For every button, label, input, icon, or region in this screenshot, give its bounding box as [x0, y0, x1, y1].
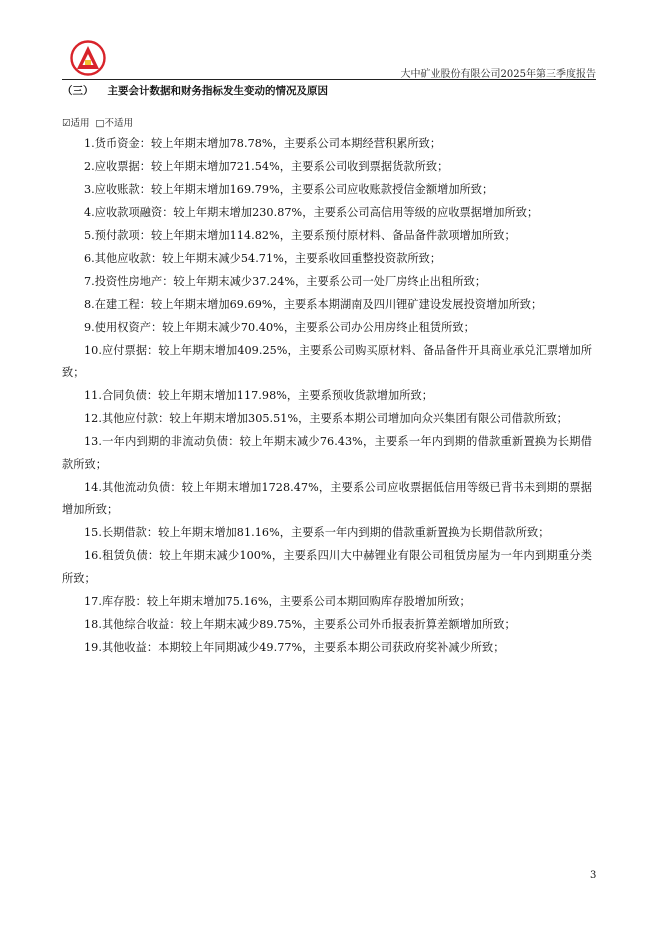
- explanation-item: 3.应收账款：较上年期末增加169.79%，主要系公司应收账款授信金额增加所致；: [84, 183, 494, 196]
- section-heading: [62, 83, 328, 98]
- explanation-item: 2.应收票据：较上年期末增加721.54%，主要系公司收到票据货款所致；: [84, 160, 449, 173]
- explanation-item: 18.其他综合收益：较上年期末减少89.75%，主要系公司外币报表折算差额增加所致；: [84, 617, 516, 631]
- change-explanations: [62, 133, 592, 660]
- explanation-item: 12.其他应付款：较上年期末增加305.51%，主要系本期公司增加向众兴集团有限公司借款所致；: [84, 412, 568, 426]
- not-applicable-option: □不适用: [95, 118, 134, 129]
- applicability-options: [62, 115, 133, 129]
- report-header-title: 大中矿业股份有限公司2025年第三季度报告: [400, 69, 596, 80]
- explanation-item: 1.货币资金：较上年期末增加78.78%，主要系公司本期经营积累所致；: [84, 137, 442, 150]
- applicable-checked-option: ☑适用: [62, 118, 90, 129]
- explanation-item: 16.租赁负债：较上年期末减少100%，主要系四川大中赫锂业有限公司租赁房屋为一年内到期重分类所致；: [62, 549, 592, 585]
- explanation-item: 10.应付票据：较上年期末增加409.25%，主要系公司购买原材料、备品备件开具商业承兑汇票增加所致；: [62, 344, 592, 380]
- section-title: 主要会计数据和财务指标发生变动的情况及原因: [107, 85, 328, 97]
- section-number: （三）: [62, 85, 94, 97]
- page-number: 3: [590, 870, 597, 881]
- explanation-item: 9.使用权资产：较上年期末减少70.40%，主要系公司办公用房终止租赁所致；: [84, 321, 475, 334]
- explanation-item: 19.其他收益：本期较上年同期减少49.77%，主要系本期公司获政府奖补减少所致；: [84, 640, 505, 654]
- explanation-item: 14.其他流动负债：较上年期末增加1728.47%，主要系公司应收票据低信用等级已背书未到期的票据增加所致；: [62, 480, 592, 517]
- header-divider: [62, 79, 596, 80]
- explanation-item: 17.库存股：较上年期末增加75.16%，主要系公司本期回购库存股增加所致；: [84, 594, 471, 608]
- explanation-item: 13.一年内到期的非流动负债：较上年期末减少76.43%，主要系一年内到期的借款重新置换为长期借款所致；: [62, 435, 592, 471]
- explanation-item: 5.预付款项：较上年期末增加114.82%，主要系预付原材料、备品备件款项增加所致；: [84, 229, 516, 242]
- explanation-item: 4.应收款项融资：较上年期末增加230.87%，主要系公司高信用等级的应收票据增加所致；: [84, 206, 539, 219]
- explanation-item: 7.投资性房地产：较上年期末减少37.24%，主要系公司一处厂房终止出租所致；: [84, 275, 487, 288]
- explanation-item: 8.在建工程：较上年期末增加69.69%，主要系本期湖南及四川锂矿建设发展投资增加所致；: [84, 298, 543, 311]
- explanation-item: 15.长期借款：较上年期末增加81.16%，主要系一年内到期的借款重新置换为长期借款所致；: [84, 526, 550, 540]
- explanation-item: 6.其他应收款：较上年期末减少54.71%，主要系收回重整投资款所致；: [84, 252, 442, 265]
- company-logo-icon: [70, 40, 106, 76]
- explanation-item: 11.合同负债：较上年期末增加117.98%，主要系预收货款增加所致；: [84, 389, 434, 403]
